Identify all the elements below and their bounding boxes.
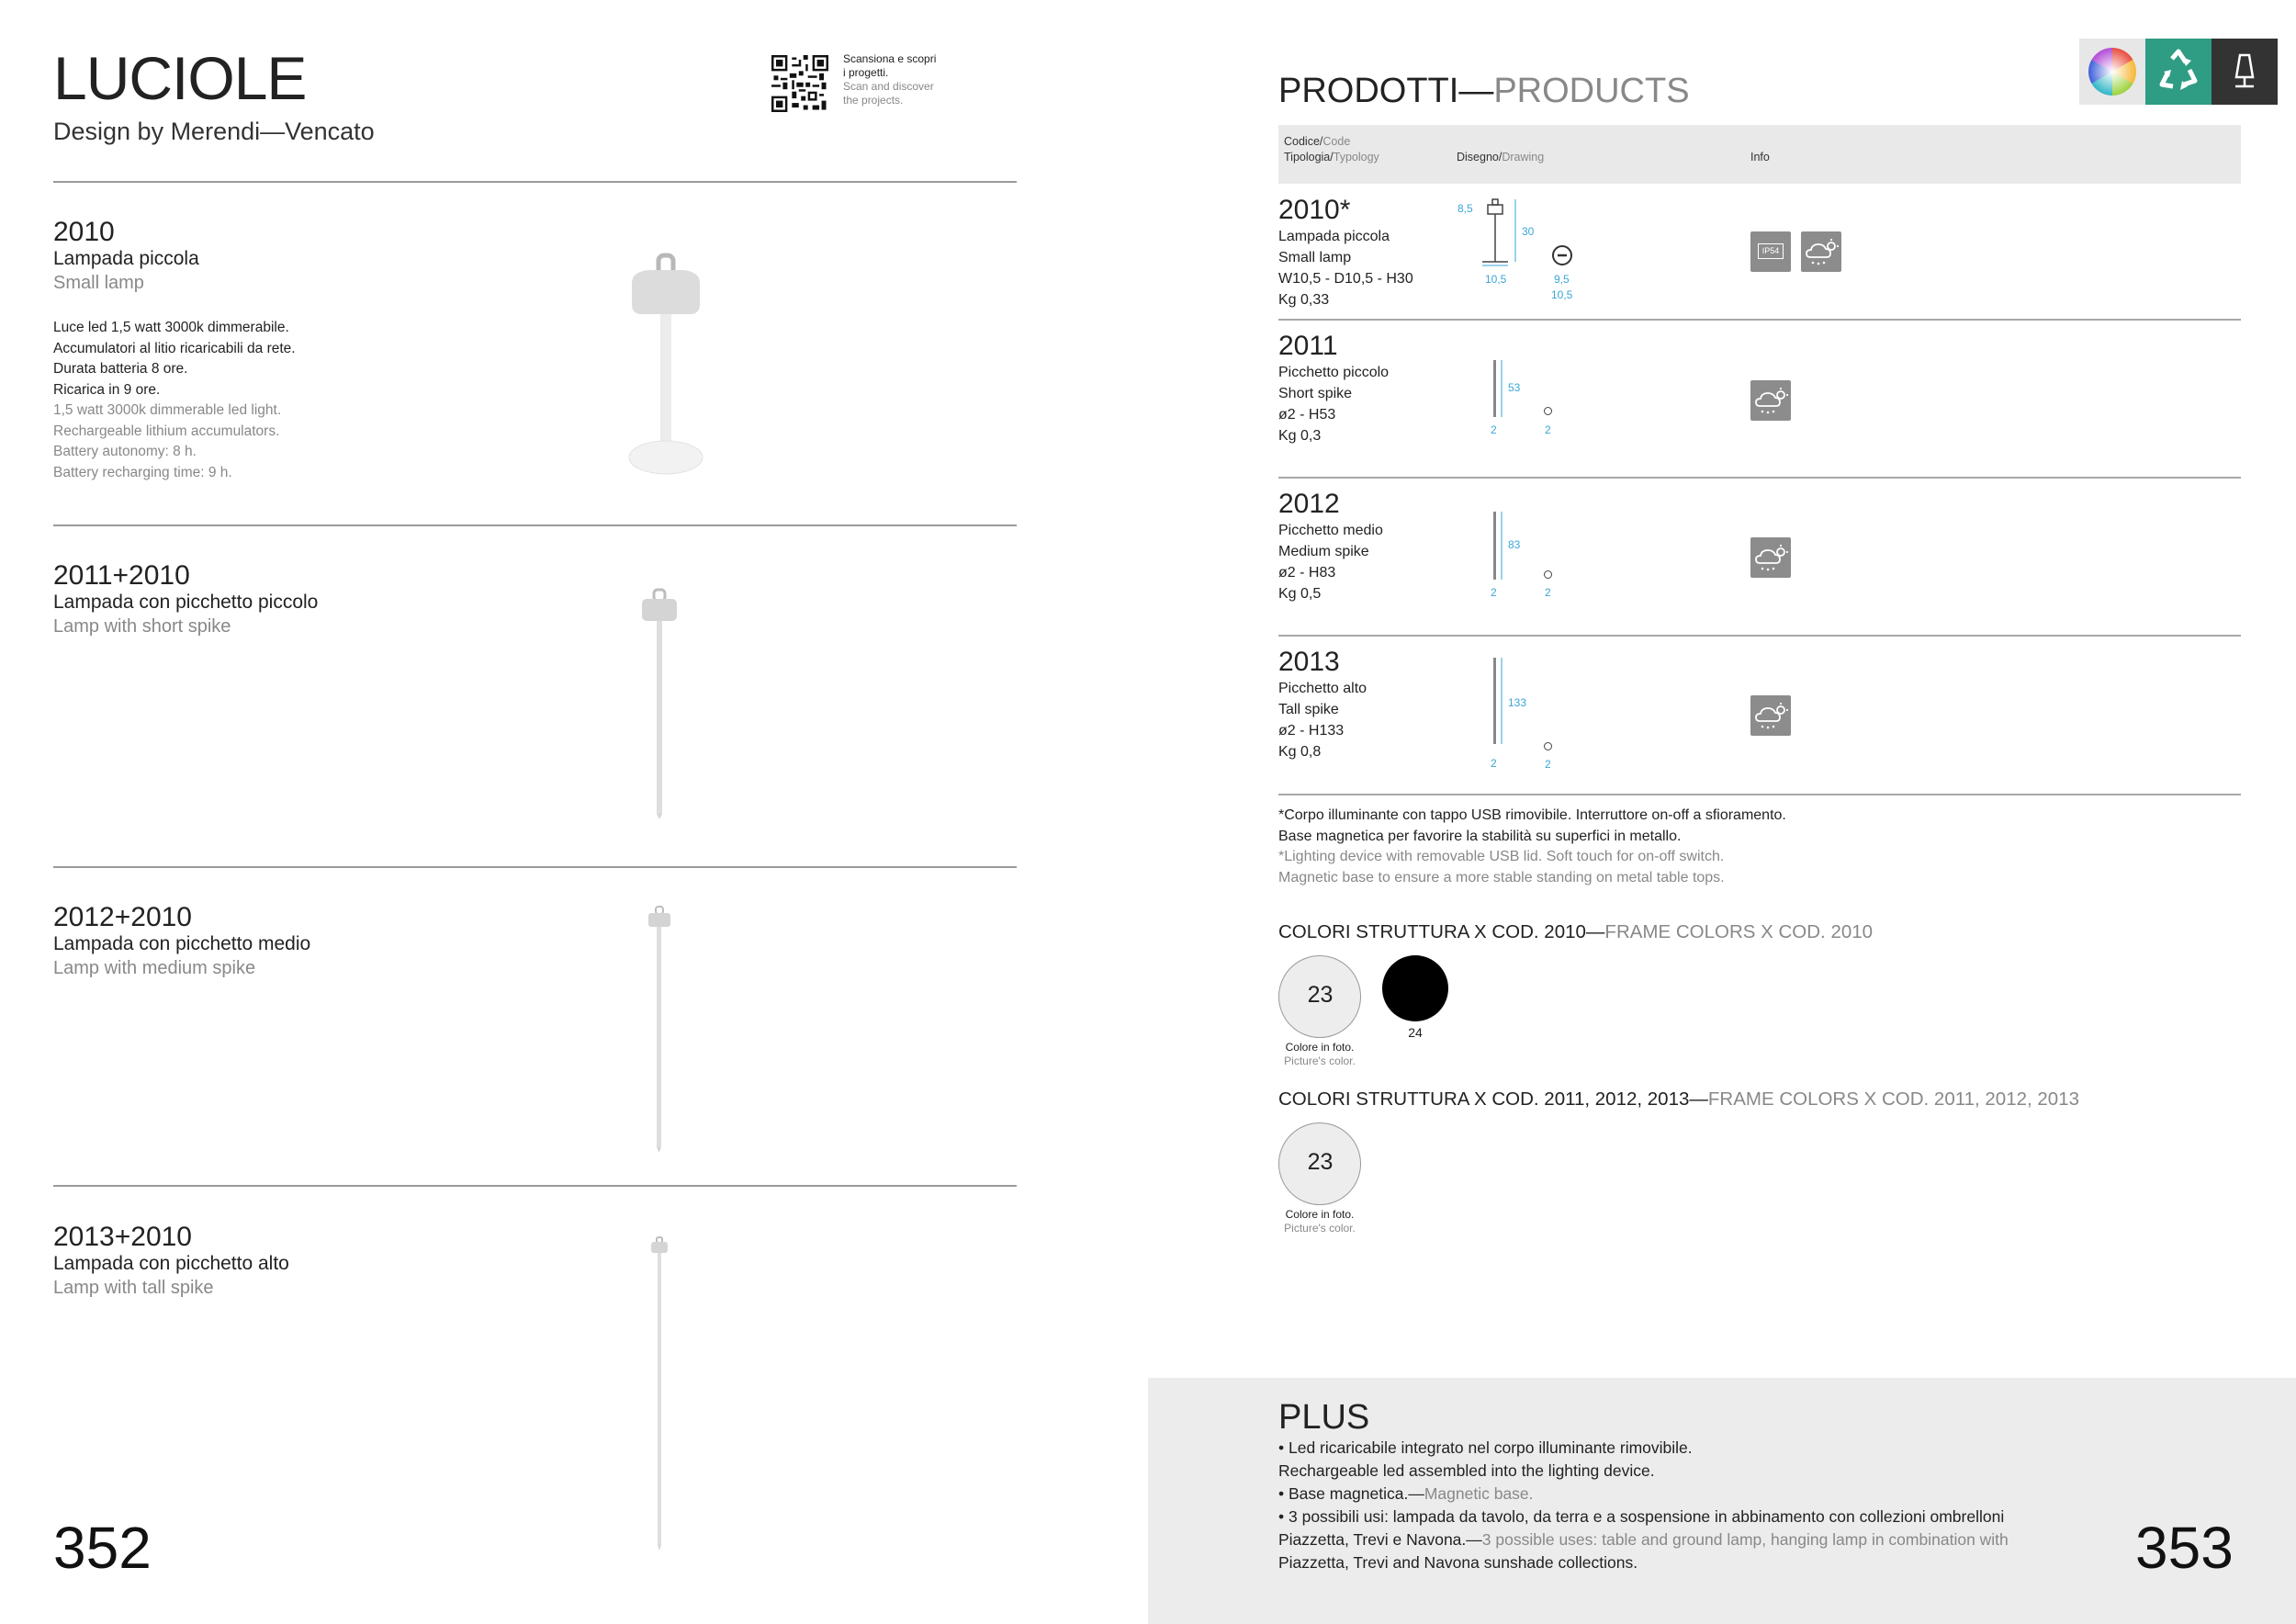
product-code: 2010 bbox=[53, 217, 115, 247]
plus-line-1-it: • Led ricaricabile integrato nel corpo illuminante rimovibile. bbox=[1278, 1438, 1693, 1457]
swatch-caption-it: Colore in foto. bbox=[1285, 1041, 1355, 1054]
row-divider bbox=[1278, 477, 2241, 479]
drawing-medium-spike bbox=[1488, 510, 1506, 583]
plus-line-2-en: Magnetic base. bbox=[1424, 1484, 1534, 1503]
plus-line-5-en: Piazzetta, Trevi and Navona sunshade collections. bbox=[1278, 1553, 1638, 1572]
qr-caption-en-1: Scan and discover bbox=[843, 80, 934, 93]
drawing-small-lamp bbox=[1469, 197, 1525, 266]
note-it-1: *Corpo illuminante con tappo USB rimovibile. Interruttore on-off a sfioramento. bbox=[1278, 807, 1786, 823]
dim-d2: 10,5 bbox=[1551, 288, 1573, 301]
note-en-2: Magnetic base to ensure a more stable standing on metal table tops. bbox=[1278, 869, 1725, 885]
desc-en-line: Battery autonomy: 8 h. bbox=[53, 444, 197, 459]
lamp-medium-spike-image bbox=[643, 905, 676, 1155]
divider bbox=[53, 181, 1017, 183]
row-divider bbox=[1278, 635, 2241, 637]
swatch-number: 24 bbox=[1408, 1025, 1423, 1040]
plan-view-icon bbox=[1544, 742, 1552, 750]
dim-height: 133 bbox=[1508, 696, 1527, 709]
col-drawing bbox=[1457, 150, 1544, 165]
dim-d1: 2 bbox=[1545, 586, 1551, 599]
product-name-en: Lamp with tall spike bbox=[53, 1278, 214, 1298]
col-info: Info bbox=[1750, 151, 1770, 164]
colors-2010-title bbox=[1278, 921, 1873, 943]
divider bbox=[53, 1185, 1017, 1187]
row-name-en: Short spike bbox=[1278, 386, 1353, 401]
table-row bbox=[1278, 195, 1413, 310]
plan-view-icon bbox=[1544, 570, 1552, 579]
colors-spikes-title-sep: — bbox=[1689, 1088, 1708, 1110]
plus-line-2 bbox=[1278, 1483, 2215, 1506]
row-dimensions: ø2 - H53 bbox=[1278, 407, 1336, 423]
dim-d1: 2 bbox=[1545, 423, 1551, 436]
col-type-it: Tipologia/ bbox=[1284, 151, 1334, 164]
desc-it-line: Luce led 1,5 watt 3000k dimmerabile. bbox=[53, 320, 289, 335]
qr-caption-it-1: Scansiona e scopri bbox=[843, 52, 937, 65]
qr-code[interactable] bbox=[771, 55, 828, 112]
product-name-it: Lampada piccola bbox=[53, 248, 199, 269]
weather-icon bbox=[1750, 695, 1791, 736]
color-swatch-24[interactable] bbox=[1382, 955, 1448, 1021]
weather-icon bbox=[1750, 380, 1791, 421]
products-heading-sep: — bbox=[1458, 72, 1494, 110]
row-divider bbox=[1278, 319, 2241, 321]
swatch-caption-it: Colore in foto. bbox=[1285, 1208, 1355, 1221]
swatch-caption bbox=[1265, 1208, 1375, 1235]
col-drawing-it: Disegno/ bbox=[1457, 151, 1503, 164]
weather-icon bbox=[1750, 537, 1791, 578]
col-code-it: Codice/ bbox=[1284, 135, 1323, 148]
drawing-short-spike bbox=[1488, 358, 1506, 423]
ip54-label: IP54 bbox=[1758, 243, 1784, 259]
dim-base: 10,5 bbox=[1485, 273, 1507, 286]
dim-base: 2 bbox=[1491, 757, 1497, 770]
dim-height: 30 bbox=[1522, 225, 1535, 238]
collection-title: LUCIOLE bbox=[53, 44, 307, 112]
note-it-2: Base magnetica per favorire la stabilità su superfici in metallo. bbox=[1278, 828, 1682, 844]
row-name-it: Picchetto medio bbox=[1278, 523, 1383, 538]
colors-2010-title-en: FRAME COLORS X COD. 2010 bbox=[1604, 921, 1874, 942]
qr-caption-en-2: the projects. bbox=[843, 94, 904, 107]
row-name-en: Medium spike bbox=[1278, 544, 1369, 559]
swatch-caption-en: Picture's color. bbox=[1284, 1222, 1356, 1235]
product-name-it: Lampada con picchetto medio bbox=[53, 933, 311, 954]
col-drawing-en: Drawing bbox=[1502, 151, 1545, 164]
lamp-tall-spike-image bbox=[647, 1235, 672, 1553]
col-code-en: Code bbox=[1322, 135, 1351, 148]
colors-2010-title-sep: — bbox=[1585, 921, 1605, 942]
drawing-tall-spike bbox=[1488, 656, 1506, 748]
colors-2010-title-it: COLORI STRUTTURA X COD. 2010 bbox=[1278, 921, 1586, 942]
row-dimensions: ø2 - H83 bbox=[1278, 565, 1336, 581]
swatch-caption bbox=[1265, 1041, 1375, 1068]
row-code: 2013 bbox=[1278, 647, 1340, 677]
qr-caption-it-2: i progetti. bbox=[843, 66, 889, 79]
product-code: 2012+2010 bbox=[53, 902, 192, 932]
desc-en-line: Rechargeable lithium accumulators. bbox=[53, 423, 280, 439]
table-header bbox=[1278, 125, 2241, 184]
row-dimensions: ø2 - H133 bbox=[1278, 723, 1345, 739]
divider bbox=[53, 866, 1017, 868]
plan-view-icon bbox=[1551, 244, 1573, 266]
product-notes bbox=[1278, 806, 1786, 888]
divider bbox=[53, 524, 1017, 526]
product-name-en: Lamp with short spike bbox=[53, 616, 231, 637]
product-code: 2011+2010 bbox=[53, 560, 190, 591]
product-block-2013-2010 bbox=[53, 1222, 289, 1299]
row-name-it: Picchetto piccolo bbox=[1278, 365, 1390, 380]
weather-icon bbox=[1801, 231, 1841, 272]
products-heading bbox=[1278, 72, 1690, 111]
dim-base: 2 bbox=[1491, 423, 1497, 436]
plus-line-1-en: Rechargeable led assembled into the lighting device. bbox=[1278, 1461, 1655, 1480]
colors-spikes-title-en: FRAME COLORS X COD. 2011, 2012, 2013 bbox=[1707, 1088, 2079, 1110]
dim-height: 83 bbox=[1508, 538, 1521, 551]
dim-d1: 2 bbox=[1545, 758, 1551, 771]
ip54-icon bbox=[1750, 231, 1791, 272]
swatch-caption-en: Picture's color. bbox=[1284, 1054, 1356, 1067]
col-code-type bbox=[1284, 134, 1379, 165]
row-dimensions: W10,5 - D10,5 - H30 bbox=[1278, 271, 1413, 287]
row-weight: Kg 0,33 bbox=[1278, 292, 1330, 308]
plus-line-4-it: Piazzetta, Trevi e Navona.— bbox=[1278, 1530, 1482, 1549]
swatch-number: 23 bbox=[1307, 1149, 1334, 1175]
product-name-en: Lamp with medium spike bbox=[53, 958, 256, 978]
row-divider bbox=[1278, 794, 2241, 795]
row-name-en: Tall spike bbox=[1278, 702, 1339, 717]
lamp-short-spike-image bbox=[634, 588, 685, 822]
row-code: 2010* bbox=[1278, 195, 1351, 225]
recycle-icon bbox=[2145, 39, 2212, 105]
row-name-it: Picchetto alto bbox=[1278, 681, 1367, 696]
desc-en-line: Battery recharging time: 9 h. bbox=[53, 464, 232, 480]
product-name-en: Small lamp bbox=[53, 273, 144, 293]
color-wheel-icon bbox=[2079, 39, 2145, 105]
products-heading-it: PRODOTTI bbox=[1278, 72, 1459, 110]
table-row bbox=[1278, 489, 1383, 604]
row-weight: Kg 0,8 bbox=[1278, 744, 1322, 760]
row-code: 2011 bbox=[1278, 331, 1338, 361]
dim-top: 8,5 bbox=[1458, 202, 1473, 215]
row-weight: Kg 0,5 bbox=[1278, 586, 1322, 602]
product-block-2010 bbox=[53, 217, 296, 483]
plus-line-3-it: • 3 possibili usi: lampada da tavolo, da terra e a sospensione in abbinamento con collezioni ombrelloni bbox=[1278, 1507, 2005, 1526]
product-description bbox=[53, 318, 296, 483]
page-number-right: 353 bbox=[2135, 1515, 2234, 1581]
product-block-2012-2010 bbox=[53, 902, 310, 979]
table-row bbox=[1278, 647, 1367, 762]
product-block-2011-2010 bbox=[53, 560, 318, 637]
row-code: 2012 bbox=[1278, 489, 1340, 519]
colors-spikes-title-it: COLORI STRUTTURA X COD. 2011, 2012, 2013 bbox=[1278, 1088, 1690, 1110]
row-weight: Kg 0,3 bbox=[1278, 428, 1322, 444]
plus-line-4-en: 3 possible uses: table and ground lamp, hanging lamp in combination with bbox=[1481, 1530, 2009, 1549]
colors-spikes-title bbox=[1278, 1088, 2079, 1111]
product-name-it: Lampada con picchetto alto bbox=[53, 1253, 289, 1274]
lamp-icon bbox=[2212, 39, 2278, 105]
row-name-it: Lampada piccola bbox=[1278, 229, 1390, 244]
desc-it-line: Accumulatori al litio ricaricabili da rete. bbox=[53, 340, 296, 356]
dim-d1: 9,5 bbox=[1554, 273, 1570, 286]
product-name-it: Lampada con picchetto piccolo bbox=[53, 592, 319, 613]
product-code: 2013+2010 bbox=[53, 1222, 192, 1252]
swatch-number: 23 bbox=[1307, 982, 1334, 1008]
products-heading-en: PRODUCTS bbox=[1493, 72, 1690, 110]
small-lamp-image bbox=[615, 248, 716, 479]
dim-height: 53 bbox=[1508, 381, 1521, 394]
note-en-1: *Lighting device with removable USB lid. Soft touch for on-off switch. bbox=[1278, 849, 1725, 864]
col-type-en: Typology bbox=[1333, 151, 1379, 164]
designer-credit: Design by Merendi—Vencato bbox=[53, 118, 375, 145]
desc-it-line: Ricarica in 9 ore. bbox=[53, 381, 161, 398]
dim-base: 2 bbox=[1491, 586, 1497, 599]
page-number-left: 352 bbox=[53, 1515, 152, 1581]
plus-title: PLUS bbox=[1278, 1398, 1370, 1437]
qr-caption bbox=[843, 52, 962, 107]
plan-view-icon bbox=[1544, 407, 1552, 415]
row-name-en: Small lamp bbox=[1278, 250, 1352, 265]
desc-it-line: Durata batteria 8 ore. bbox=[53, 361, 188, 377]
table-row bbox=[1278, 331, 1389, 446]
desc-en-line: 1,5 watt 3000k dimmerable led light. bbox=[53, 402, 282, 418]
plus-line-2-it: • Base magnetica.— bbox=[1278, 1484, 1424, 1503]
plus-line-4 bbox=[1278, 1528, 2215, 1551]
